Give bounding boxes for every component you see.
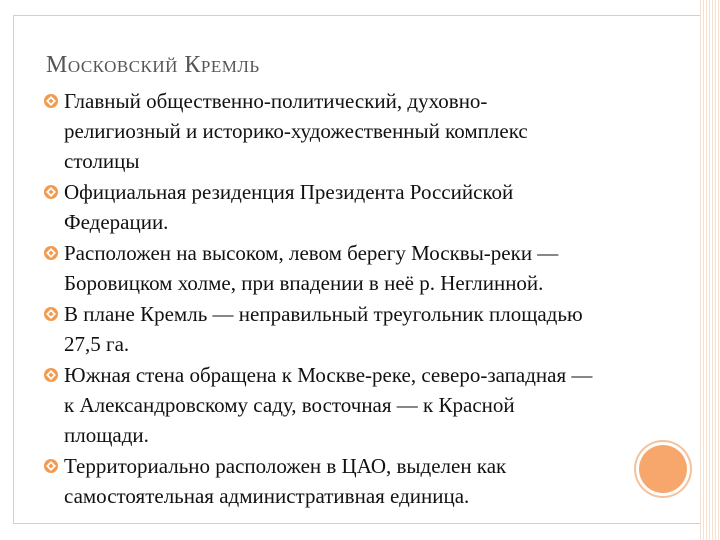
bullet-diamond-icon [44,368,58,382]
bullet-list [44,86,684,512]
bullet-text: Главный общественно-политический, духовно- религиозный и историко-художественный комплекс столицы [64,89,528,173]
bullet-text: В плане Кремль — неправильный треугольник площадью 27,5 га. [64,302,583,356]
bullet-text: Территориально расположен в ЦАО, выделен как самостоятельная административная единица. [64,454,507,508]
slide-title: Московский Кремль [46,52,260,78]
bullet-item [44,86,684,176]
bullet-diamond-icon [44,94,58,108]
bullet-text: Официальная резиденция Президента Российской Федерации. [64,180,514,234]
bullet-item [44,299,684,359]
bullet-diamond-icon [44,185,58,199]
bullet-item [44,451,684,511]
bullet-text: Расположен на высоком, левом берегу Москвы-реки — Боровицком холме, при впадении в неё р. Неглинной. [64,241,559,295]
bullet-item [44,360,684,450]
bullet-item [44,177,684,237]
decorative-circle [639,445,687,493]
bullet-text: Южная стена обращена к Москве-реке, северо-западная — к Александровскому саду, восточная — к Красной площади. [64,363,593,447]
bullet-diamond-icon [44,459,58,473]
bullet-diamond-icon [44,246,58,260]
decorative-stripes [700,0,720,540]
bullet-diamond-icon [44,307,58,321]
bullet-item [44,238,684,298]
